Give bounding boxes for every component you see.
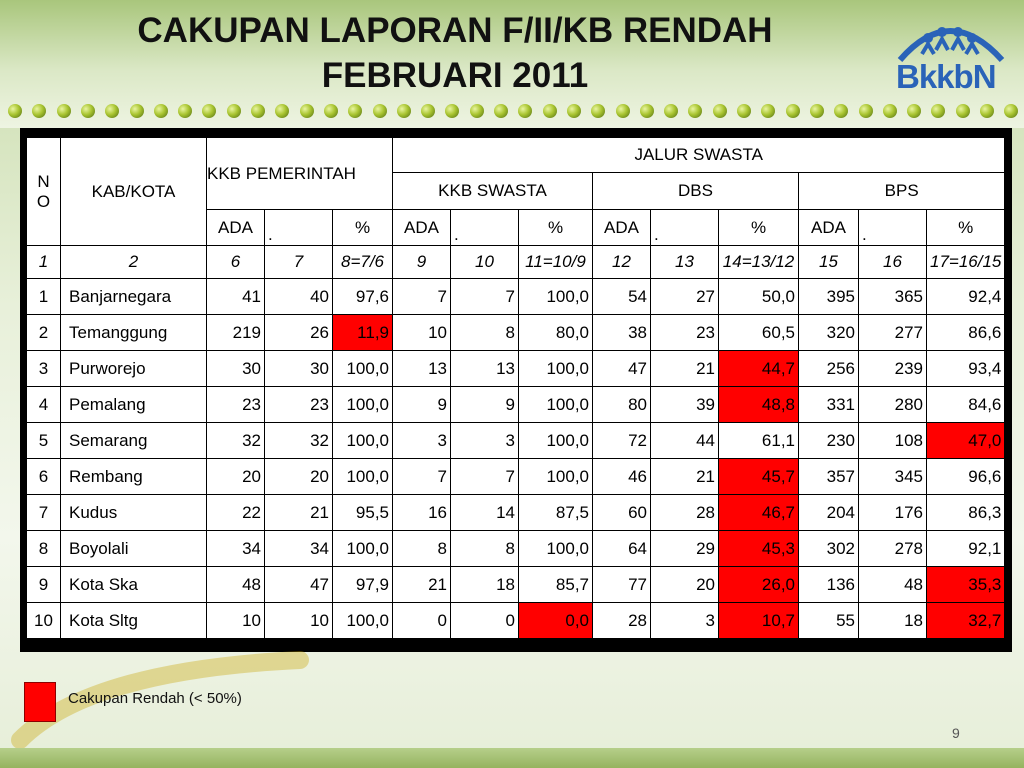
column-number: 9 [393, 246, 451, 279]
header-dot: . [859, 210, 927, 246]
data-cell: 27 [651, 279, 719, 315]
table-row [27, 603, 1005, 639]
data-cell: 21 [265, 495, 333, 531]
column-number: 14=13/12 [719, 246, 799, 279]
decorative-dot [275, 104, 289, 118]
data-cell: 20 [265, 459, 333, 495]
decorative-dot [859, 104, 873, 118]
decorative-dot [591, 104, 605, 118]
data-cell: 16 [393, 495, 451, 531]
header-pct: % [927, 210, 1005, 246]
data-cell: 32 [207, 423, 265, 459]
data-cell: 22 [207, 495, 265, 531]
header-pct: % [519, 210, 593, 246]
data-cell: 86,6 [927, 315, 1005, 351]
row-number: 2 [27, 315, 61, 351]
column-number: 8=7/6 [333, 246, 393, 279]
decorative-dot [664, 104, 678, 118]
title-line-2: FEBRUARI 2011 [321, 56, 589, 95]
row-number: 3 [27, 351, 61, 387]
data-cell: 97,6 [333, 279, 393, 315]
kab-kota-name: Purworejo [61, 351, 207, 387]
data-cell: 21 [651, 351, 719, 387]
data-cell: 45,3 [719, 531, 799, 567]
data-cell: 87,5 [519, 495, 593, 531]
kab-kota-name: Kota Ska [61, 567, 207, 603]
header-ada: ADA [593, 210, 651, 246]
data-cell: 100,0 [519, 531, 593, 567]
decorative-dot [494, 104, 508, 118]
decorative-dot [883, 104, 897, 118]
header-ada: ADA [799, 210, 859, 246]
decorative-dot [956, 104, 970, 118]
data-cell: 61,1 [719, 423, 799, 459]
data-cell: 84,6 [927, 387, 1005, 423]
decorative-dot [737, 104, 751, 118]
column-number: 12 [593, 246, 651, 279]
decorative-dot [202, 104, 216, 118]
kab-kota-name: Semarang [61, 423, 207, 459]
row-number: 5 [27, 423, 61, 459]
data-cell: 46 [593, 459, 651, 495]
decorative-dot [32, 104, 46, 118]
data-cell: 0 [393, 603, 451, 639]
column-number: 11=10/9 [519, 246, 593, 279]
logo-wordmark: BkkbN [896, 58, 996, 95]
data-cell: 30 [207, 351, 265, 387]
table-row [27, 387, 1005, 423]
data-cell: 256 [799, 351, 859, 387]
header-dot: . [651, 210, 719, 246]
data-cell: 8 [393, 531, 451, 567]
data-cell: 108 [859, 423, 927, 459]
data-cell: 18 [451, 567, 519, 603]
data-cell: 54 [593, 279, 651, 315]
decorative-dot [688, 104, 702, 118]
data-cell: 331 [799, 387, 859, 423]
data-cell: 39 [651, 387, 719, 423]
header-no: N O [27, 138, 61, 246]
data-cell: 8 [451, 315, 519, 351]
data-cell: 45,7 [719, 459, 799, 495]
data-cell: 10 [207, 603, 265, 639]
table-row [27, 315, 1005, 351]
data-cell: 29 [651, 531, 719, 567]
data-cell: 9 [451, 387, 519, 423]
decorative-dot [348, 104, 362, 118]
data-cell: 7 [393, 459, 451, 495]
data-cell: 280 [859, 387, 927, 423]
data-cell: 357 [799, 459, 859, 495]
decorative-dot [713, 104, 727, 118]
table-row [27, 423, 1005, 459]
table-row [27, 495, 1005, 531]
data-cell: 10,7 [719, 603, 799, 639]
row-number: 9 [27, 567, 61, 603]
decorative-dot [8, 104, 22, 118]
data-cell: 239 [859, 351, 927, 387]
data-cell: 320 [799, 315, 859, 351]
column-number: 7 [265, 246, 333, 279]
data-cell: 64 [593, 531, 651, 567]
decorative-dot [834, 104, 848, 118]
header-jalur-swasta: JALUR SWASTA [393, 138, 1005, 173]
kab-kota-name: Kota Sltg [61, 603, 207, 639]
data-cell: 10 [265, 603, 333, 639]
data-cell: 18 [859, 603, 927, 639]
legend-label: Cakupan Rendah (< 50%) [68, 690, 242, 707]
header-bps: BPS [799, 173, 1005, 210]
data-cell: 277 [859, 315, 927, 351]
decorative-dot [373, 104, 387, 118]
row-number: 7 [27, 495, 61, 531]
data-cell: 100,0 [519, 459, 593, 495]
decorative-dot [130, 104, 144, 118]
data-cell: 230 [799, 423, 859, 459]
data-cell: 176 [859, 495, 927, 531]
data-cell: 28 [593, 603, 651, 639]
header-pct: % [719, 210, 799, 246]
decorative-dot [518, 104, 532, 118]
decorative-dot [445, 104, 459, 118]
decorative-dot [761, 104, 775, 118]
decorative-dot-row [0, 104, 1024, 120]
decorative-dot [105, 104, 119, 118]
data-cell: 23 [207, 387, 265, 423]
decorative-dot [786, 104, 800, 118]
kab-kota-name: Boyolali [61, 531, 207, 567]
data-cell: 100,0 [333, 531, 393, 567]
data-cell: 60,5 [719, 315, 799, 351]
coverage-table [26, 137, 1005, 639]
data-cell: 48 [859, 567, 927, 603]
data-cell: 80,0 [519, 315, 593, 351]
decorative-dot [616, 104, 630, 118]
data-cell: 30 [265, 351, 333, 387]
data-cell: 100,0 [333, 459, 393, 495]
data-cell: 47 [593, 351, 651, 387]
slide-title [60, 8, 850, 98]
data-cell: 44,7 [719, 351, 799, 387]
data-cell: 7 [451, 279, 519, 315]
row-number: 6 [27, 459, 61, 495]
data-cell: 21 [651, 459, 719, 495]
decorative-dot [421, 104, 435, 118]
data-cell: 13 [451, 351, 519, 387]
data-cell: 9 [393, 387, 451, 423]
decorative-dot [397, 104, 411, 118]
kab-kota-name: Pemalang [61, 387, 207, 423]
data-cell: 92,1 [927, 531, 1005, 567]
data-cell: 11,9 [333, 315, 393, 351]
data-cell: 8 [451, 531, 519, 567]
decorative-dot [567, 104, 581, 118]
data-cell: 7 [451, 459, 519, 495]
data-cell: 26,0 [719, 567, 799, 603]
data-cell: 34 [207, 531, 265, 567]
data-cell: 20 [207, 459, 265, 495]
data-cell: 100,0 [333, 603, 393, 639]
column-number: 15 [799, 246, 859, 279]
header-kkb-swasta: KKB SWASTA [393, 173, 593, 210]
data-cell: 85,7 [519, 567, 593, 603]
decorative-dot [154, 104, 168, 118]
data-cell: 3 [393, 423, 451, 459]
data-cell: 60 [593, 495, 651, 531]
column-number: 16 [859, 246, 927, 279]
decorative-dot [810, 104, 824, 118]
decorative-dot [300, 104, 314, 118]
data-cell: 38 [593, 315, 651, 351]
data-cell: 136 [799, 567, 859, 603]
decorative-dot [178, 104, 192, 118]
data-cell: 34 [265, 531, 333, 567]
data-cell: 50,0 [719, 279, 799, 315]
data-cell: 95,5 [333, 495, 393, 531]
header-ada: ADA [207, 210, 265, 246]
decorative-dot [980, 104, 994, 118]
data-cell: 100,0 [519, 351, 593, 387]
data-cell: 23 [265, 387, 333, 423]
row-number: 4 [27, 387, 61, 423]
header-dot: . [451, 210, 519, 246]
data-cell: 72 [593, 423, 651, 459]
data-cell: 92,4 [927, 279, 1005, 315]
decorative-dot [470, 104, 484, 118]
data-cell: 41 [207, 279, 265, 315]
data-cell: 204 [799, 495, 859, 531]
data-cell: 48 [207, 567, 265, 603]
data-cell: 3 [451, 423, 519, 459]
data-cell: 44 [651, 423, 719, 459]
data-cell: 13 [393, 351, 451, 387]
table-row [27, 567, 1005, 603]
data-cell: 0 [451, 603, 519, 639]
data-cell: 10 [393, 315, 451, 351]
decorative-dot [251, 104, 265, 118]
column-number: 17=16/15 [927, 246, 1005, 279]
data-cell: 32,7 [927, 603, 1005, 639]
data-cell: 0,0 [519, 603, 593, 639]
kab-kota-name: Rembang [61, 459, 207, 495]
table-row [27, 459, 1005, 495]
header-dot: . [265, 210, 333, 246]
data-cell: 26 [265, 315, 333, 351]
data-cell: 100,0 [333, 351, 393, 387]
page-number: 9 [952, 725, 960, 741]
data-cell: 86,3 [927, 495, 1005, 531]
decorative-dot [81, 104, 95, 118]
kab-kota-name: Banjarnegara [61, 279, 207, 315]
kab-kota-name: Temanggung [61, 315, 207, 351]
data-cell: 46,7 [719, 495, 799, 531]
table-row [27, 531, 1005, 567]
column-number: 1 [27, 246, 61, 279]
data-cell: 100,0 [519, 279, 593, 315]
data-cell: 302 [799, 531, 859, 567]
decorative-dot [543, 104, 557, 118]
data-cell: 32 [265, 423, 333, 459]
header-dbs: DBS [593, 173, 799, 210]
column-number-row [27, 246, 1005, 279]
data-cell: 35,3 [927, 567, 1005, 603]
data-cell: 20 [651, 567, 719, 603]
kab-kota-name: Kudus [61, 495, 207, 531]
data-cell: 365 [859, 279, 927, 315]
data-cell: 77 [593, 567, 651, 603]
table-row [27, 351, 1005, 387]
decorative-dot [907, 104, 921, 118]
data-cell: 100,0 [519, 423, 593, 459]
data-cell: 219 [207, 315, 265, 351]
data-cell: 93,4 [927, 351, 1005, 387]
column-number: 13 [651, 246, 719, 279]
data-cell: 55 [799, 603, 859, 639]
header-kab-kota: KAB/KOTA [61, 138, 207, 246]
row-number: 8 [27, 531, 61, 567]
legend-swatch-low [24, 682, 56, 722]
header-kkb-pemerintah: KKB PEMERINTAH [207, 138, 393, 210]
data-cell: 14 [451, 495, 519, 531]
data-cell: 7 [393, 279, 451, 315]
column-number: 6 [207, 246, 265, 279]
column-number: 2 [61, 246, 207, 279]
data-cell: 23 [651, 315, 719, 351]
data-cell: 100,0 [519, 387, 593, 423]
footer-band [0, 748, 1024, 768]
data-cell: 48,8 [719, 387, 799, 423]
decorative-dot [640, 104, 654, 118]
header-pct: % [333, 210, 393, 246]
data-cell: 100,0 [333, 387, 393, 423]
decorative-dot [324, 104, 338, 118]
row-number: 1 [27, 279, 61, 315]
row-number: 10 [27, 603, 61, 639]
decorative-dot [57, 104, 71, 118]
data-cell: 278 [859, 531, 927, 567]
data-cell: 345 [859, 459, 927, 495]
column-number: 10 [451, 246, 519, 279]
data-cell: 100,0 [333, 423, 393, 459]
data-cell: 3 [651, 603, 719, 639]
title-line-1: CAKUPAN LAPORAN F/II/KB RENDAH [137, 11, 773, 50]
data-cell: 96,6 [927, 459, 1005, 495]
data-cell: 21 [393, 567, 451, 603]
data-cell: 47 [265, 567, 333, 603]
data-cell: 47,0 [927, 423, 1005, 459]
data-cell: 40 [265, 279, 333, 315]
table-row [27, 279, 1005, 315]
decorative-dot [1004, 104, 1018, 118]
data-cell: 395 [799, 279, 859, 315]
data-cell: 97,9 [333, 567, 393, 603]
decorative-dot [227, 104, 241, 118]
data-cell: 80 [593, 387, 651, 423]
header-ada: ADA [393, 210, 451, 246]
data-cell: 28 [651, 495, 719, 531]
decorative-dot [931, 104, 945, 118]
